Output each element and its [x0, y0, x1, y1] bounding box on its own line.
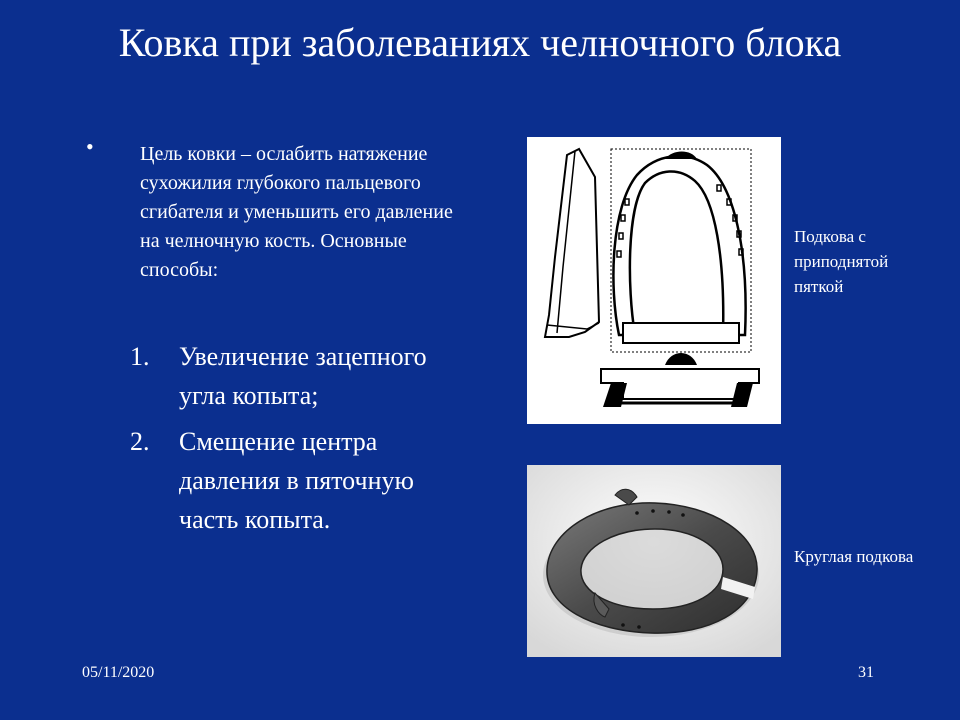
list-item: [130, 337, 450, 415]
list-item-number: 1.: [130, 342, 150, 371]
list-item: [130, 422, 450, 539]
round-horseshoe-svg: [527, 465, 781, 657]
methods-list: [130, 337, 450, 546]
raised-heel-horseshoe-drawing: [527, 137, 781, 424]
list-item-number: 2.: [130, 427, 150, 456]
round-horseshoe-photo: [527, 465, 781, 657]
list-item-text: Смещение центра давления в пяточную часть копыта.: [179, 427, 414, 534]
horseshoe-drawing-svg: [527, 137, 781, 424]
slide-title: Ковка при заболеваниях челночного блока: [118, 20, 842, 65]
page-number: 31: [858, 664, 874, 681]
figure-caption: Подкова с приподнятой пяткой: [794, 227, 889, 296]
figure-caption: Круглая подкова: [794, 547, 914, 566]
list-item-text: Увеличение зацепного угла копыта;: [179, 342, 427, 410]
lead-paragraph: Цель ковки – ослабить натяжение сухожилия глубокого пальцевого сгибателя и уменьшить его давление на челночную кость. Основные способы:: [140, 143, 453, 281]
footer-date: 05/11/2020: [82, 664, 155, 681]
bullet-marker: •: [86, 134, 94, 159]
